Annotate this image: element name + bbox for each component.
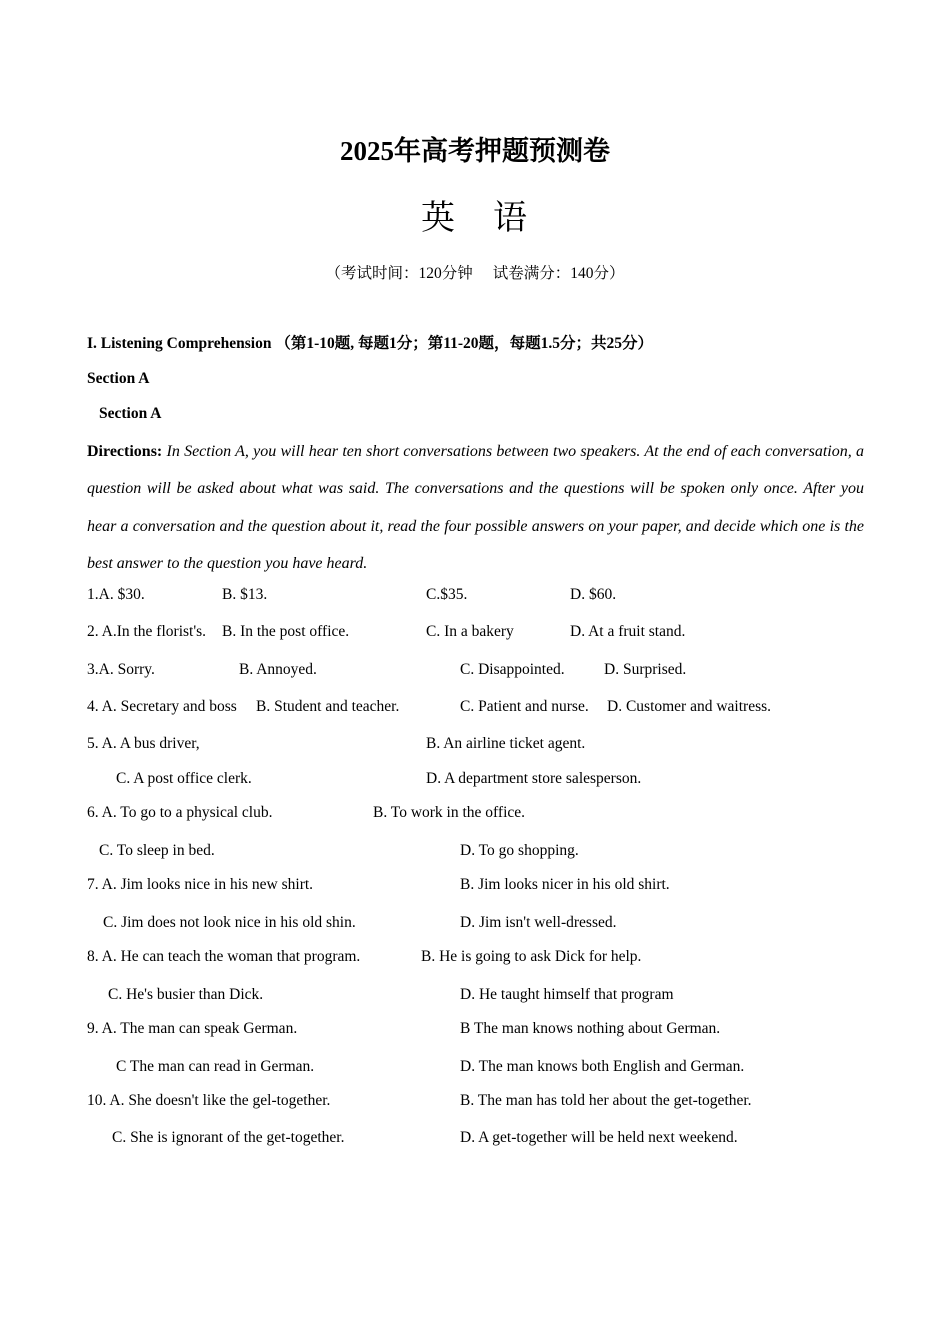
q8-option-d: D. He taught himself that program xyxy=(460,986,674,1003)
exam-time: （考试时间：120分钟 xyxy=(325,265,473,282)
q3-option-d: D. Surprised. xyxy=(604,661,687,678)
directions-text: In Section A, you will hear ten short conversations between two speakers. At the end of each conversation, a question will be asked about what was said. The conversations and the questions will be spoken only once. After you hear a conversation and the question about it, read the four possible answers on your paper, and decide which one is the best answer to the question you have heard. xyxy=(87,443,865,572)
q5-option-c: C. A post office clerk. xyxy=(116,770,252,787)
section-a-label-repeat: Section A xyxy=(99,405,162,422)
q8-option-b: B. He is going to ask Dick for help. xyxy=(421,948,642,965)
q10-option-d: D. A get-together will be held next weekend. xyxy=(460,1129,738,1146)
q1-option-d: D. $60. xyxy=(570,586,617,603)
exam-title: 2025年高考押题预测卷 xyxy=(340,136,610,166)
exam-info xyxy=(0,264,950,284)
subject-char-2: 语 xyxy=(493,200,529,237)
q2-option-a: 2. A.In the florist's. xyxy=(87,623,207,640)
q7-option-b: B. Jim looks nicer in his old shirt. xyxy=(460,876,670,893)
q3-option-a: 3.A. Sorry. xyxy=(87,661,155,678)
q6-option-b: B. To work in the office. xyxy=(373,804,526,821)
q2-option-b: B. In the post office. xyxy=(222,623,350,640)
q1-option-a: 1.A. $30. xyxy=(87,586,145,603)
q4-option-b: B. Student and teacher. xyxy=(256,698,400,715)
q1-option-b: B. $13. xyxy=(222,586,268,603)
q10-option-a: 10. A. She doesn't like the gel-together. xyxy=(87,1092,331,1109)
q9-option-c: C The man can read in German. xyxy=(116,1058,315,1075)
q6-option-c: C. To sleep in bed. xyxy=(99,842,215,859)
q5-option-b: B. An airline ticket agent. xyxy=(426,735,586,752)
part1-heading xyxy=(87,334,653,354)
q2-option-d: D. At a fruit stand. xyxy=(570,623,686,640)
q5-option-a: 5. A. A bus driver, xyxy=(87,735,200,752)
q8-option-a: 8. A. He can teach the woman that program. xyxy=(87,948,361,965)
q10-option-b: B. The man has told her about the get-together. xyxy=(460,1092,752,1109)
q8-option-c: C. He's busier than Dick. xyxy=(108,986,264,1003)
directions-label: Directions: xyxy=(87,443,163,460)
q7-option-d: D. Jim isn't well-dressed. xyxy=(460,914,617,931)
q6-option-d: D. To go shopping. xyxy=(460,842,579,859)
q3-option-b: B. Annoyed. xyxy=(239,661,317,678)
subject-char-1: 英 xyxy=(421,200,457,237)
exam-score: 试卷满分：140分） xyxy=(492,265,625,282)
q7-option-c: C. Jim does not look nice in his old shin. xyxy=(103,914,356,931)
part1-heading-title: I. Listening Comprehension xyxy=(87,335,272,352)
q4-option-d: D. Customer and waitress. xyxy=(607,698,772,715)
directions-paragraph xyxy=(87,433,864,582)
q7-option-a: 7. A. Jim looks nice in his new shirt. xyxy=(87,876,314,893)
q4-option-a: 4. A. Secretary and boss xyxy=(87,698,237,715)
q9-option-d: D. The man knows both English and German. xyxy=(460,1058,745,1075)
subject-heading xyxy=(0,198,950,240)
q6-option-a: 6. A. To go to a physical club. xyxy=(87,804,273,821)
q5-option-d: D. A department store salesperson. xyxy=(426,770,642,787)
q9-option-a: 9. A. The man can speak German. xyxy=(87,1020,298,1037)
q3-option-c: C. Disappointed. xyxy=(460,661,565,678)
q4-option-c: C. Patient and nurse. xyxy=(460,698,589,715)
part1-heading-note: （第1-10题, 每题1分；第11-20题，每题1.5分；共25分） xyxy=(275,335,653,352)
section-a-label: Section A xyxy=(87,370,150,387)
q10-option-c: C. She is ignorant of the get-together. xyxy=(112,1129,345,1146)
q9-option-b: B The man knows nothing about German. xyxy=(460,1020,721,1037)
q2-option-c: C. In a bakery xyxy=(426,623,514,640)
q1-option-c: C.$35. xyxy=(426,586,468,603)
